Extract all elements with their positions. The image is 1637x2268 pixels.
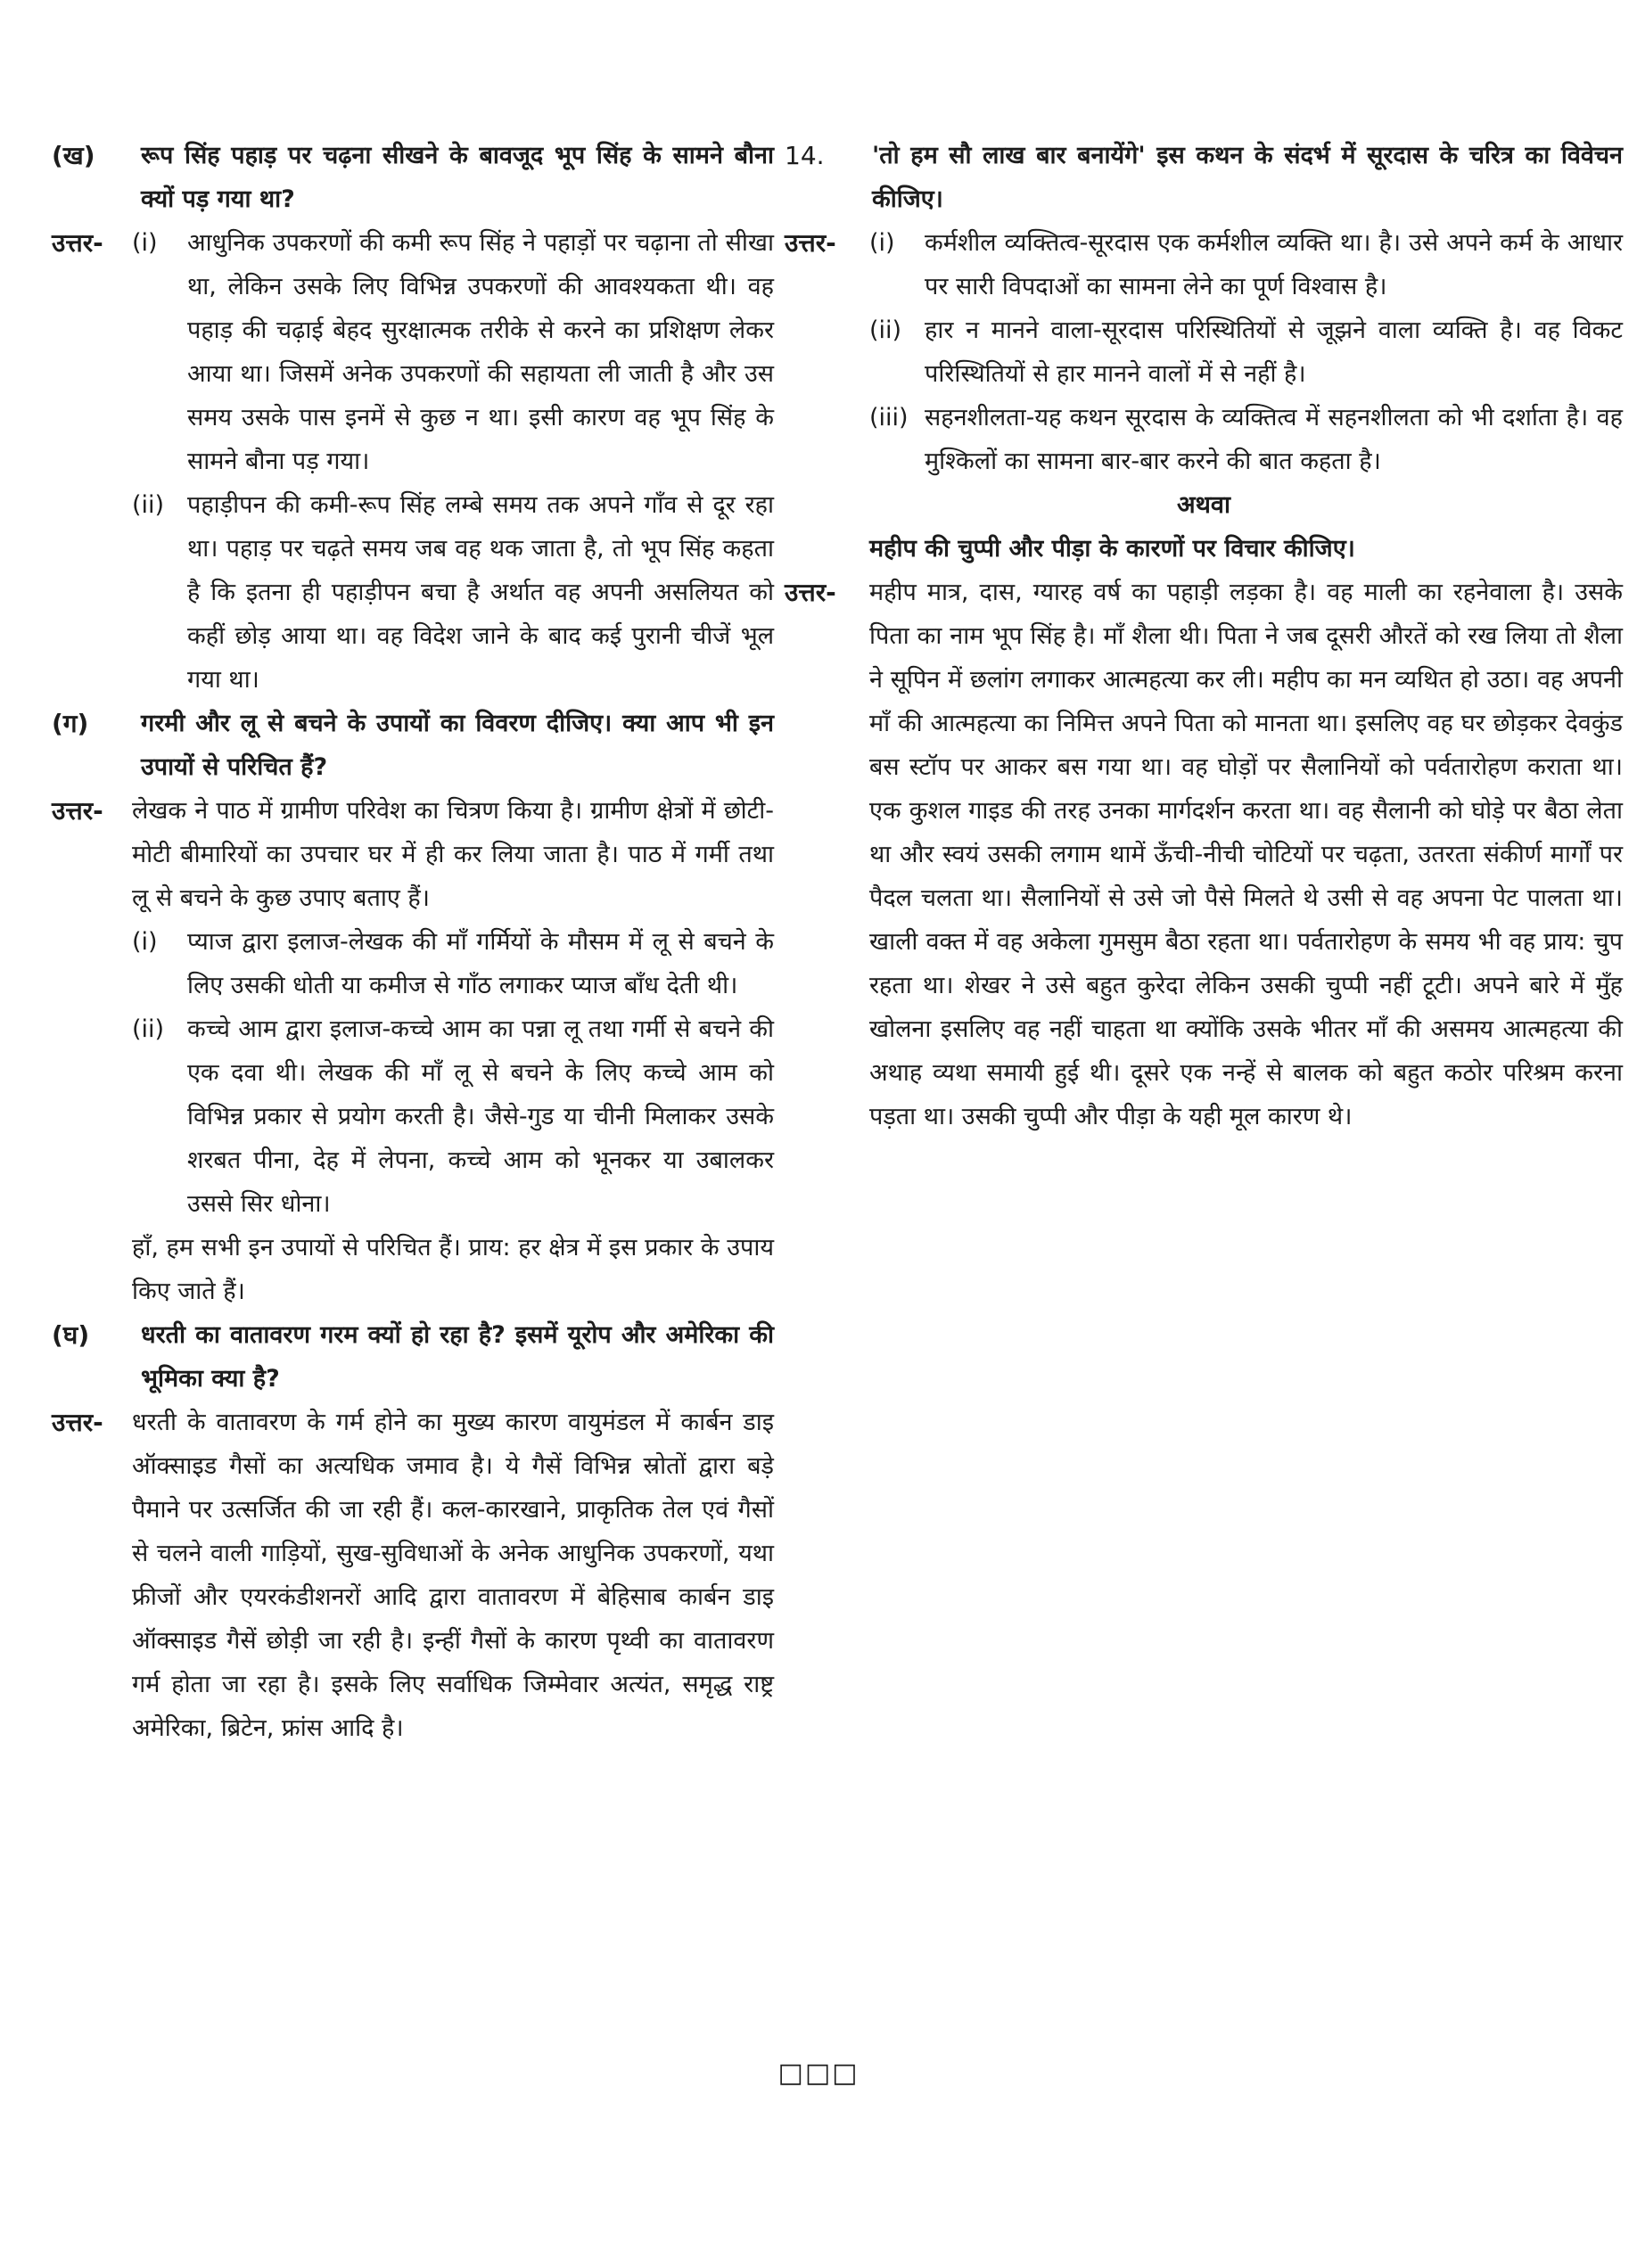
answer-point (132, 483, 774, 702)
point-text: प्याज द्वारा इलाज-लेखक की माँ गर्मियों के मौसम में लू से बचने के लिए उसकी धोती या कमीज से गाँठ लगाकर प्याज बाँध देती थी। (187, 928, 774, 999)
point-number: (ii) (132, 1015, 165, 1043)
or-divider: अथवा (1177, 491, 1230, 519)
question-kha (52, 134, 774, 221)
answer-gha (52, 1401, 774, 1750)
point-text: पहाड़ीपन की कमी-रूप सिंह लम्बे समय तक अपने गाँव से दूर रहा था। पहाड़ पर चढ़ते समय जब वह थक जाता है, तो भूप सिंह कहता है कि इतना ही पहाड़ीपन बचा है अर्थात वह अपनी असलियत को कहीं छोड़ आया था। वह विदेश जाने के बाद कई पुरानी चीजें भूल गया था। (187, 491, 774, 694)
answer-ga (52, 789, 774, 1313)
answer-point (132, 221, 774, 483)
left-column (52, 134, 774, 1750)
answer-intro: लेखक ने पाठ में ग्रामीण परिवेश का चित्रण किया है। ग्रामीण क्षेत्रों में छोटी-मोटी बीमारियों का उपचार घर में ही कर लिया जाता है। पाठ में गर्मी तथा लू से बचने के कुछ उपाए बताए हैं। (132, 797, 774, 912)
answer-label: उत्तर- (785, 228, 836, 258)
question-gha (52, 1313, 774, 1401)
answer-point (132, 920, 774, 1007)
answer-point (869, 308, 1623, 396)
alternate-answer (785, 571, 1623, 1138)
point-text: कच्चे आम द्वारा इलाज-कच्चे आम का पन्ना लू तथा गर्मी से बचने की एक दवा थी। लेखक की माँ लू से बचने के लिए कच्चे आम को विभिन्न प्रकार से प्रयोग करती है। जैसे-गुड या चीनी मिलाकर उसके शरबत पीना, देह में लेपना, कच्चे आम को भूनकर या उबालकर उससे सिर धोना। (187, 1015, 774, 1218)
answer-point (132, 1007, 774, 1226)
point-number: (i) (869, 229, 895, 257)
question-number: 14. (785, 141, 825, 170)
answer-kha (52, 221, 774, 702)
point-number: (iii) (869, 404, 909, 431)
point-text: सहनशीलता-यह कथन सूरदास के व्यक्तित्व में सहनशीलता को भी दर्शाता है। वह मुश्किलों का सामना बार-बार करने की बात कहता है। (925, 404, 1623, 475)
page-end-mark: □□□ (777, 2058, 860, 2089)
answer-label: उत्तर- (52, 796, 103, 826)
point-text: कर्मशील व्यक्तित्व-सूरदास एक कर्मशील व्यक्ति था। है। उसे अपने कर्म के आधार पर सारी विपदाओं का सामना लेने का पूर्ण विश्वास है। (925, 229, 1623, 300)
point-number: (ii) (132, 491, 165, 519)
point-number: (ii) (869, 316, 902, 344)
question-ga (52, 702, 774, 789)
answer-point (869, 221, 1623, 308)
point-number: (i) (132, 928, 158, 956)
question-text: रूप सिंह पहाड़ पर चढ़ना सीखने के बावजूद भूप सिंह के सामने बौना क्यों पड़ गया था? (141, 142, 774, 213)
answer-text: धरती के वातावरण के गर्म होने का मुख्य कारण वायुमंडल में कार्बन डाइ ऑक्साइड गैसों का अत्यधिक जमाव है। ये गैसें विभिन्न स्रोतों द्वारा बड़े पैमाने पर उत्सर्जित की जा रही हैं। कल-कारखाने, प्राकृतिक तेल एवं गैसों से चलने वाली गाड़ियों, सुख-सुविधाओं के अनेक आधुनिक उपकरणों, यथा फ्रीजों और एयरकंडीशनरों आदि द्वारा वातावरण में बेहिसाब कार्बन डाइ ऑक्साइड गैसें छोड़ी जा रही है। इन्हीं गैसों के कारण पृथ्वी का वातावरण गर्म होता जा रहा है। इसके लिए सर्वाधिक जिम्मेवार अत्यंत, समृद्ध राष्ट्र अमेरिका, ब्रिटेन, फ्रांस आदि है। (132, 1409, 774, 1742)
right-column (785, 134, 1623, 1138)
point-text: आधुनिक उपकरणों की कमी रूप सिंह ने पहाड़ों पर चढ़ाना तो सीखा था, लेकिन उसके लिए विभिन्न उपकरणों की आवश्यकता थी। वह पहाड़ की चढ़ाई बेहद सुरक्षात्मक तरीके से करने का प्रशिक्षण लेकर आया था। जिसमें अनेक उपकरणों की सहायता ली जाती है और उस समय उसके पास इनमें से कुछ न था। इसी कारण वह भूप सिंह के सामने बौना पड़ गया। (187, 229, 774, 475)
answer-text: महीप मात्र, दास, ग्यारह वर्ष का पहाड़ी लड़का है। वह माली का रहनेवाला है। उसके पिता का नाम भूप सिंह है। माँ शैला थी। पिता ने जब दूसरी औरतें को रख लिया तो शैला ने सूपिन में छलांग लगाकर आत्महत्या कर ली। महीप का मन व्यथित हो उठा। वह अपनी माँ की आत्महत्या का निमित्त अपने पिता को मानता था। इसलिए वह घर छोड़कर देवकुंड बस स्टॉप पर आकर बस गया था। वह घोड़ों पर सैलानियों को पर्वतारोहण कराता था। एक कुशल गाइड की तरह उनका मार्गदर्शन करता था। वह सैलानी को घोड़े पर बैठा लेता था और स्वयं उसकी लगाम थामें ऊँची-नीची चोटियों पर चढ़ता, उतरता संकीर्ण मार्गों पर पैदल चलता था। सैलानियों से उसे जो पैसे मिलते थे उसी से वह अपना पेट पालता था। खाली वक्त में वह अकेला गुमसुम बैठा रहता था। पर्वतारोहण के समय भी वह प्राय: चुप रहता था। शेखर ने उसे बहुत कुरेदा लेकिन उसकी चुप्पी नहीं टूटी। अपने बारे में मुँह खोलना इसलिए वह नहीं चाहता था क्योंकि उसके भीतर माँ की असमय आत्महत्या की अथाह व्यथा समायी हुई थी। दूसरे एक नन्हें से बालक को बहुत कठोर परिश्रम करना पड़ता था। उसकी चुप्पी और पीड़ा के यही मूल कारण थे। (869, 579, 1623, 1130)
answer-14 (785, 221, 1623, 483)
alternate-question: महीप की चुप्पी और पीड़ा के कारणों पर विचार कीजिए। (869, 535, 1355, 563)
question-label: (ख) (52, 141, 95, 170)
question-text: धरती का वातावरण गरम क्यों हो रहा है? इसमें यूरोप और अमेरिका की भूमिका क्या है? (141, 1321, 774, 1393)
answer-point (869, 396, 1623, 483)
answer-label: उत्तर- (52, 1408, 103, 1437)
question-14 (785, 134, 1623, 221)
answer-closing: हाँ, हम सभी इन उपायों से परिचित हैं। प्राय: हर क्षेत्र में इस प्रकार के उपाय किए जाते हैं। (132, 1234, 774, 1305)
question-text: 'तो हम सौ लाख बार बनायेंगे' इस कथन के संदर्भ में सूरदास के चरित्र का विवेचन कीजिए। (872, 142, 1623, 213)
question-label: (ग) (52, 709, 89, 738)
answer-label: उत्तर- (52, 228, 103, 258)
point-number: (i) (132, 229, 158, 257)
point-text: हार न मानने वाला-सूरदास परिस्थितियों से जूझने वाला व्यक्ति है। वह विकट परिस्थितियों से हार मानने वालों में से नहीं है। (925, 316, 1623, 388)
question-label: (घ) (52, 1320, 90, 1350)
answer-label: उत्तर- (785, 578, 836, 607)
question-text: गरमी और लू से बचने के उपायों का विवरण दीजिए। क्या आप भी इन उपायों से परिचित हैं? (141, 710, 774, 781)
